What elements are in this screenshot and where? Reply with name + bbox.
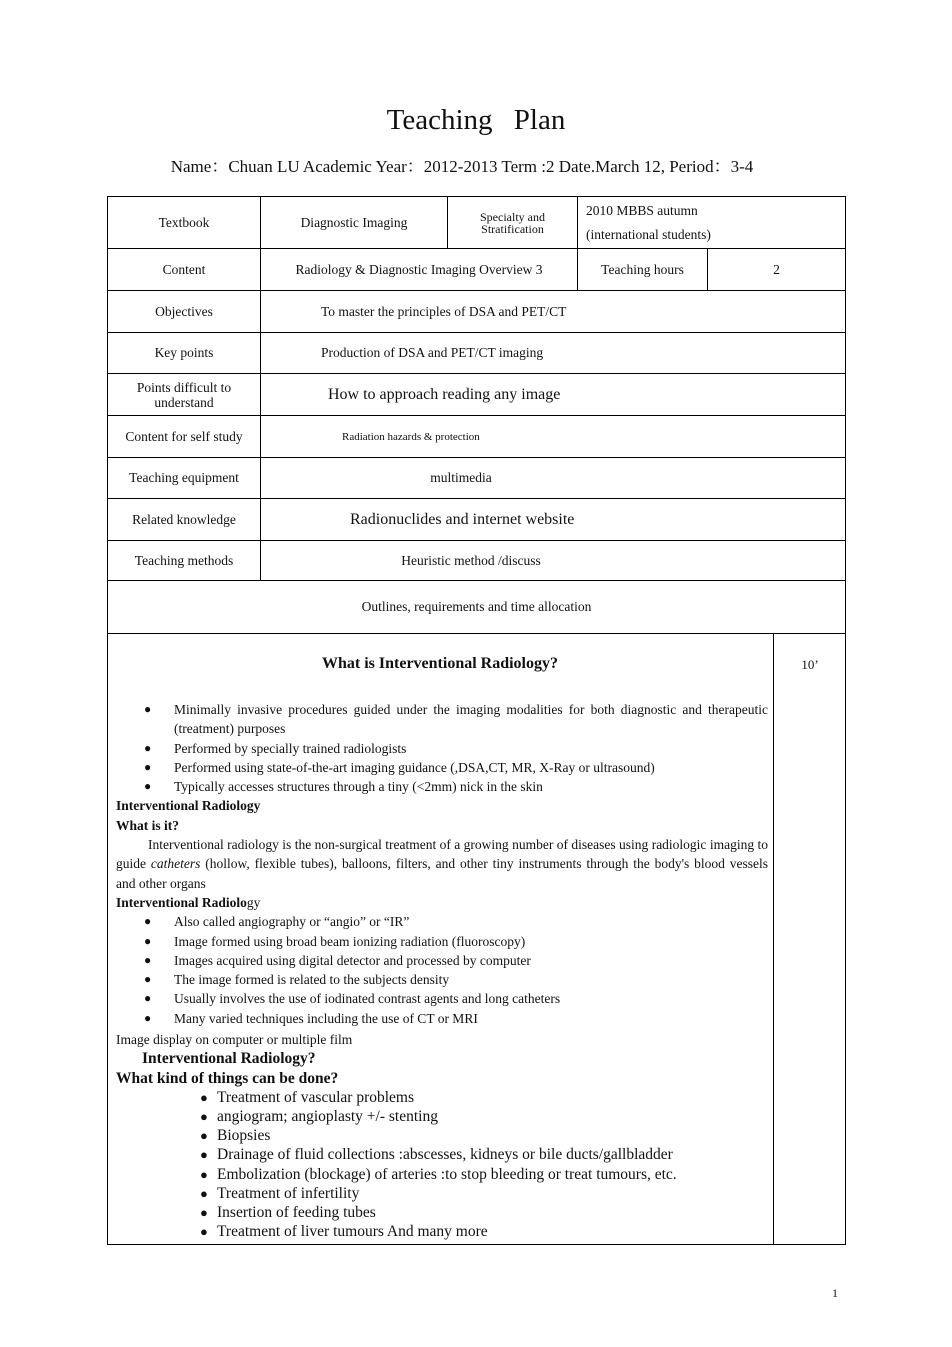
specialty-value-line-2: (international students) xyxy=(586,227,711,242)
related-knowledge-label: Related knowledge xyxy=(132,511,236,527)
subheading: Interventional Radiology? xyxy=(142,1050,316,1068)
list-item: ● Performed by specially trained radiologists xyxy=(116,739,768,758)
list-item: ● Also called angiography or “angio” or “IR” xyxy=(116,912,768,931)
list-item: ● Images acquired using digital detector and processed by computer xyxy=(116,951,768,970)
subheading xyxy=(116,893,768,912)
subheading: Interventional Radiology xyxy=(116,798,261,814)
list-item: ● Image formed using broad beam ionizing radiation (fluoroscopy) xyxy=(116,932,768,951)
textbook-value: Diagnostic Imaging xyxy=(300,214,408,230)
subheading-rest: gy xyxy=(246,894,261,910)
outlines-header: Outlines, requirements and time allocation xyxy=(361,599,592,614)
teaching-equipment-value: multimedia xyxy=(430,470,492,485)
related-knowledge-value: Radionuclides and internet website xyxy=(350,510,575,528)
teaching-methods-value: Heuristic method /discuss xyxy=(401,552,541,568)
list-item: ● Many varied techniques including the use of CT or MRI xyxy=(116,1009,768,1028)
intro-bullet-list xyxy=(116,700,768,796)
content-value: Radiology & Diagnostic Imaging Overview 3 xyxy=(295,261,543,277)
page-title: Teaching Plan xyxy=(386,104,566,136)
list-item: ● Usually involves the use of iodinated contrast agents and long catheters xyxy=(116,989,768,1008)
subheading: What kind of things can be done? xyxy=(116,1069,339,1087)
list-item: ● Treatment of liver tumours And many more xyxy=(116,1222,768,1241)
difficult-points-label: Points difficult to understand xyxy=(136,379,232,410)
objectives-label: Objectives xyxy=(155,303,213,319)
subheading: What is it? xyxy=(116,817,180,833)
specialty-value xyxy=(586,199,841,248)
self-study-label: Content for self study xyxy=(125,428,243,444)
paragraph-emphasis: catheters xyxy=(150,856,201,872)
list-item: ● Biopsies xyxy=(116,1126,768,1145)
list-item: ● Embolization (blockage) of arteries :to stop bleeding or treat tumours, etc. xyxy=(116,1165,768,1184)
list-item: ● Treatment of infertility xyxy=(116,1184,768,1203)
ir-description-paragraph xyxy=(116,835,768,893)
list-item: ● Treatment of vascular problems xyxy=(116,1088,768,1107)
list-item: ● Minimally invasive procedures guided under the imaging modalities for both diagnostic and therapeutic (treatment) purposes xyxy=(116,700,768,739)
list-item: ● Drainage of fluid collections :abscesses, kidneys or bile ducts/gallbladder xyxy=(116,1145,768,1164)
list-item: ● The image formed is related to the subjects density xyxy=(116,970,768,989)
paragraph-text: (hollow, flexible tubes), balloons, filters, and other tiny instruments through the body's blood vessels and other organs xyxy=(116,856,769,891)
teaching-equipment-label: Teaching equipment xyxy=(129,470,239,485)
subheading-bold: Interventional Radiolo xyxy=(116,894,247,910)
specialty-value-line-1: 2010 MBBS autumn xyxy=(586,203,698,218)
plan-meta-line: Name：Chuan LU Academic Year：2012-2013 Term :2 Date.March 12, Period：3-4 xyxy=(170,157,754,176)
ir-features-list xyxy=(116,912,768,1028)
procedures-list xyxy=(116,1088,768,1242)
image-display-line: Image display on computer or multiple film xyxy=(116,1032,353,1048)
key-points-value: Production of DSA and PET/CT imaging xyxy=(321,345,544,360)
teaching-methods-label: Teaching methods xyxy=(134,552,234,568)
content-label: Content xyxy=(162,261,206,277)
list-item: ● Performed using state-of-the-art imaging guidance (,DSA,CT, MR, X-Ray or ultrasound) xyxy=(116,758,768,777)
list-item: ● Insertion of feeding tubes xyxy=(116,1203,768,1222)
specialty-label: Specialty and Stratification xyxy=(480,209,545,236)
time-allocation: 10’ xyxy=(801,657,819,672)
self-study-value: Radiation hazards & protection xyxy=(342,430,480,443)
key-points-label: Key points xyxy=(154,345,214,360)
difficult-points-value: How to approach reading any image xyxy=(328,385,561,403)
list-item: ● angiogram; angioplasty +/- stenting xyxy=(116,1107,768,1126)
page-number: 1 xyxy=(832,1286,838,1300)
section-heading: What is Interventional Radiology? xyxy=(321,655,558,672)
objectives-value: To master the principles of DSA and PET/CT xyxy=(321,303,567,319)
teaching-hours-value: 2 xyxy=(773,261,780,277)
textbook-label: Textbook xyxy=(158,214,210,230)
section-content xyxy=(116,700,768,1241)
list-item: ● Typically accesses structures through a tiny (<2mm) nick in the skin xyxy=(116,777,768,796)
teaching-hours-label: Teaching hours xyxy=(601,261,684,277)
paragraph-text: Interventional radiology is the non-surgical treatment of a growing number of diseases using radiologic imaging to guide xyxy=(116,837,768,872)
procedures-block xyxy=(116,1049,768,1241)
